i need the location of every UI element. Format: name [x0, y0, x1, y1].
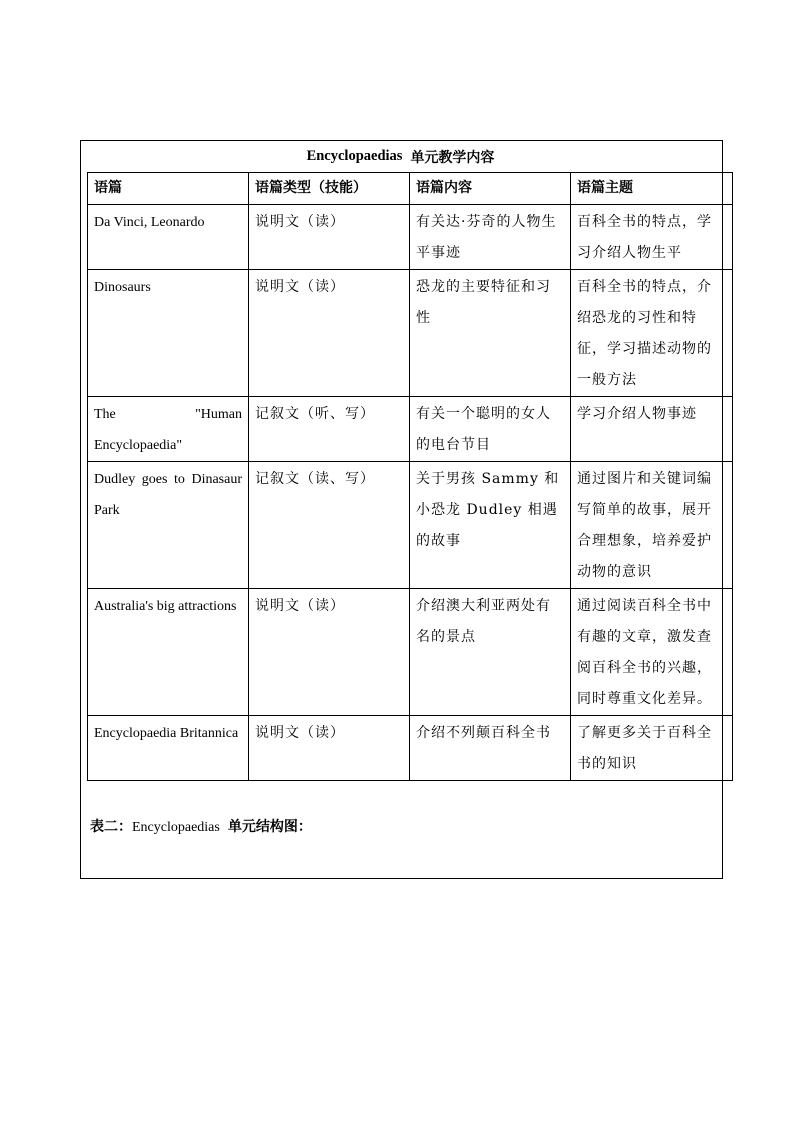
cell-content: 介绍澳大利亚两处有名的景点	[410, 589, 571, 716]
table-row	[88, 462, 733, 589]
header-text: 语篇	[88, 173, 249, 205]
cell-theme: 学习介绍人物事迹	[571, 397, 733, 462]
table-row	[88, 205, 733, 270]
caption-zh: 单元结构图：	[227, 819, 312, 835]
cell-content: 介绍不列颠百科全书	[410, 716, 571, 781]
cell-type: 说明文（读）	[249, 205, 410, 270]
cell-text: The "Human Encyclopaedia"	[88, 397, 249, 462]
unit-content-table	[87, 172, 733, 781]
cell-content: 关于男孩 Sammy 和小恐龙 Dudley 相遇的故事	[410, 462, 571, 589]
cell-text: Dinosaurs	[88, 270, 249, 397]
structure-diagram-caption	[90, 816, 312, 836]
cell-text: Dudley goes to Dinasaur Park	[88, 462, 249, 589]
table-title-en: Encyclopaedias	[306, 148, 403, 164]
cell-theme: 百科全书的特点，介绍恐龙的习性和特征，学习描述动物的一般方法	[571, 270, 733, 397]
cell-type: 说明文（读）	[249, 270, 410, 397]
cell-content: 有关一个聪明的女人的电台节目	[410, 397, 571, 462]
table-title-zh: 单元教学内容	[410, 149, 495, 166]
table-header-row	[88, 173, 733, 205]
cell-theme: 了解更多关于百科全书的知识	[571, 716, 733, 781]
cell-type: 记叙文（读、写）	[249, 462, 410, 589]
cell-text: Australia's big attractions	[88, 589, 249, 716]
table-title	[80, 140, 721, 173]
header-content: 语篇内容	[410, 173, 571, 205]
table-row	[88, 270, 733, 397]
table-row	[88, 716, 733, 781]
caption-en: Encyclopaedias	[132, 820, 220, 835]
table-row	[88, 589, 733, 716]
caption-prefix: 表二：	[90, 819, 132, 835]
cell-text: Da Vinci, Leonardo	[88, 205, 249, 270]
cell-type: 说明文（读）	[249, 716, 410, 781]
table-row	[88, 397, 733, 462]
header-type: 语篇类型（技能）	[249, 173, 410, 205]
cell-type: 记叙文（听、写）	[249, 397, 410, 462]
cell-theme: 通过图片和关键词编写简单的故事，展开合理想象，培养爱护动物的意识	[571, 462, 733, 589]
cell-theme: 百科全书的特点，学习介绍人物生平	[571, 205, 733, 270]
header-theme: 语篇主题	[571, 173, 733, 205]
cell-theme: 通过阅读百科全书中有趣的文章，激发查阅百科全书的兴趣，同时尊重文化差异。	[571, 589, 733, 716]
cell-content: 有关达·芬奇的人物生平事迹	[410, 205, 571, 270]
cell-text: Encyclopaedia Britannica	[88, 716, 249, 781]
cell-type: 说明文（读）	[249, 589, 410, 716]
cell-content: 恐龙的主要特征和习性	[410, 270, 571, 397]
